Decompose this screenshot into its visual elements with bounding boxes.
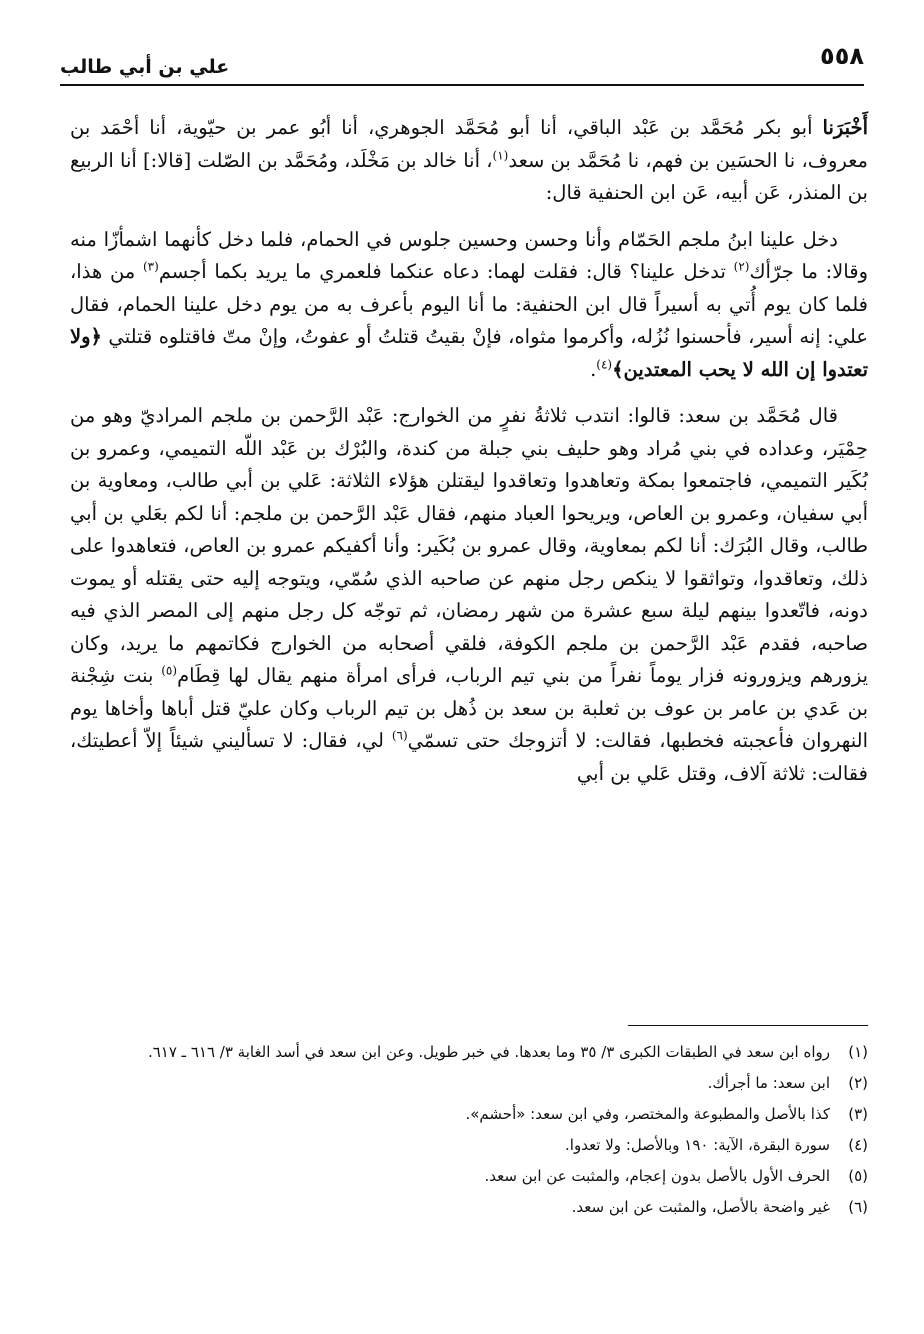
paragraph-text: بنت شِجْنة بن عَدي بن عامر بن عوف بن ثعلبة بن سعد بن ذُهل بن تيم الرباب وكان عليّ قتل أباها وأخاها يوم النهروان فأعجبته فخطبها، فقالت: لا أتزوجك حتى تسمّي xyxy=(70,664,868,752)
footnote-number: (١) xyxy=(848,1043,868,1061)
paragraph-text: دخل علينا ابنُ ملجم الحَمّام وأنا وحسن وحسين جلوس في الحمام، فلما دخل كأنهما اشمأزّا منه وقالا: ما جرّأك xyxy=(70,227,868,283)
paragraph-isnad xyxy=(70,112,868,210)
paragraph-story xyxy=(70,400,868,790)
footnote-number: (٢) xyxy=(848,1074,868,1092)
paragraph-text: لي، فقال: لا تسأليني شيئاً إلاّ أعطيتك، فقالت: ثلاثة آلاف، وقتل عَلي بن أبي xyxy=(70,729,868,785)
footnote-ref: (٤) xyxy=(596,357,613,371)
footnote xyxy=(66,1197,868,1217)
footnote-text: ابن سعد: ما أجرأك. xyxy=(707,1074,830,1092)
header-rule xyxy=(60,84,864,86)
footnote-text: غير واضحة بالأصل، والمثبت عن ابن سعد. xyxy=(571,1198,830,1216)
paragraph-text: تدخل علينا؟ قال: فقلت لهما: دعاه عنكما فلعمري ما يريد بكما أجسم xyxy=(158,260,734,283)
paragraph-narration xyxy=(70,224,868,387)
page-header xyxy=(60,42,864,86)
footnote xyxy=(66,1104,868,1124)
paragraph-text: قال مُحَمَّد بن سعد: قالوا: انتدب ثلاثةُ نفرٍ من الخوارج: عَبْد الرَّحمن بن ملجم المراديّ وهو من حِمْيَر، وعداده في بني مُراد وهو حليف بني جبلة من كندة، والبُرْك بن عَبْد اللّه التميمي، وعمرو بن بُكَير التميمي، فاجتمعوا بمكة وتعاهدوا وتعاقدوا ليقتلن هؤلاء الثلاثة: عَلي بن أبي طالب، ومعاوية بن أبي سفيان، وعمرو بن العاص، ويريحوا العباد منهم، فقال عَبْد الرَّحمن بن ملجم: أنا لكم بعَلي بن أبي طالب، وقال البُرَك: أنا لكم بمعاوية، وقال عمرو بن بُكَير: وأنا أكفيكم عمرو بن العاص، فتعاهدوا على ذلك، وتعاقدوا، وتواثقوا لا ينكص رجل منهم عن صاحبه الذي سُمّي، ويتوجه إليه حتى يقتله أو يموت دونه، فاتّعدوا بينهم ليلة سبع عشرة من شهر رمضان، ثم توجّه كل رجل منهم إلى المصر الذي فيه صاحبه، فقدم عَبْد الرَّحمن بن ملجم الكوفة، فلقي أصحابه من الخوارج فكاتمهم ما يريد، وكان يزورهم ويزورونه فزار يوماً نفراً من بني تيم الرباب، فرأى امرأة منهم يقال لها قِطَام xyxy=(70,404,869,687)
footnote xyxy=(66,1135,868,1155)
footnote-ref: (٦) xyxy=(391,728,408,743)
footnote-number: (٦) xyxy=(848,1198,868,1216)
footnote-ref: (١) xyxy=(492,148,509,162)
running-title: علي بن أبي طالب xyxy=(60,56,230,78)
footnote-ref: (٥) xyxy=(161,663,178,678)
footnote-separator xyxy=(628,1025,868,1026)
main-text xyxy=(70,112,868,804)
footnote-ref: (٣) xyxy=(142,259,159,274)
paragraph-text: . xyxy=(590,357,597,381)
footnote-number: (٤) xyxy=(848,1136,868,1154)
footnote-number: (٥) xyxy=(848,1167,868,1185)
footnote-number: (٣) xyxy=(848,1105,868,1123)
paragraph-text: ، أنا خالد بن مَخْلَد، ومُحَمَّد بن الصّلت [قالا:] أنا الربيع بن المنذر، عَن أبيه، عَن ابن الحنفية قال: xyxy=(70,148,868,204)
footnote xyxy=(66,1042,868,1062)
page-number: ٥٥٨ xyxy=(820,42,864,70)
footnote xyxy=(66,1073,868,1093)
footnote-text: الحرف الأول بالأصل بدون إعجام، والمثبت عن ابن سعد. xyxy=(484,1167,830,1185)
footnote-text: كذا بالأصل والمطبوعة والمختصر، وفي ابن سعد: «أحشم». xyxy=(465,1105,830,1123)
footnote-text: رواه ابن سعد في الطبقات الكبرى ٣/ ٣٥ وما بعدها. في خبر طويل. وعن ابن سعد في أسد الغابة ٣/ ٦١٦ ـ ٦١٧. xyxy=(147,1043,830,1061)
paragraph-lead-word: أَخْبَرَنا xyxy=(822,116,868,139)
footnote-ref: (٢) xyxy=(733,259,750,274)
paragraph-text: من هذا، فلما كان يوم أُتي به أسيراً قال ابن الحنفية: ما أنا اليوم بأعرف به من يوم دخل علينا الحمام، فقال علي: إنه أسير، فأحسنوا نُزُله، وأكرموا مثواه، فإنْ بقيتُ قتلتُ أو عفوتُ، وإنْ متّ فاقتلوه قتلتي xyxy=(70,260,868,348)
quran-quote: ﴿ولا تعتدوا إن الله لا يحب المعتدين﴾ xyxy=(70,325,868,381)
footnote xyxy=(66,1166,868,1186)
footnotes xyxy=(66,1042,868,1228)
footnote-text: سورة البقرة، الآية: ١٩٠ وبالأصل: ولا تعدوا. xyxy=(565,1136,830,1154)
paragraph-text: أبو بكر مُحَمَّد بن عَبْد الباقي، أنا أبو مُحَمَّد الجوهري، أنا أبُو عمر بن حيّوية، أنا أحْمَد بن معروف، نا الحسَين بن فهم، نا مُحَمَّد بن سعد xyxy=(70,116,868,172)
